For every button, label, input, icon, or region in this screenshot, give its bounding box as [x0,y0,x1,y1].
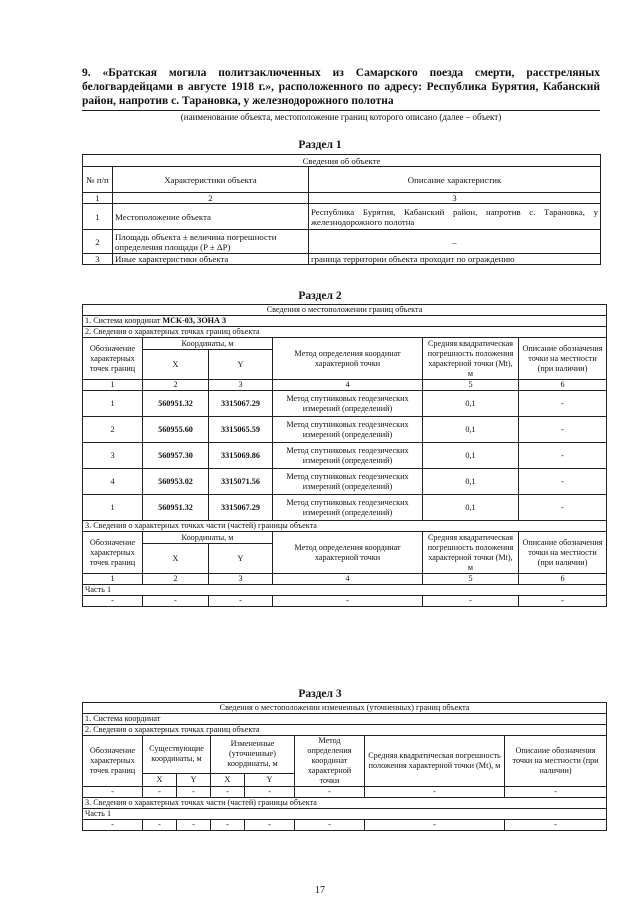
section-3-table [82,702,607,831]
table-row [83,820,607,831]
header-description: Описание обозначения точки на местности (при наличии) [519,532,607,574]
col-number: 3 [209,380,273,391]
point-method: Метод спутниковых геодезических измерений (определений) [273,391,423,417]
row-description: Республика Бурятия, Кабанский район, напротив с. Тарановка, у железнодорожного полотна [309,204,601,230]
empty-cell: - [295,820,365,831]
empty-cell: - [245,820,295,831]
col-number: 6 [519,380,607,391]
coordinate-system-label: 1. Система координат [85,316,163,325]
page-number: 17 [315,885,325,896]
coordinate-system: 1. Система координат [83,714,607,725]
point-x: 560957.30 [143,443,209,469]
header-method: Метод определения координат характерной точки [273,532,423,574]
header-point: Обозначение характерных точек границ [83,532,143,574]
empty-cell: - [143,596,209,607]
point-id: 3 [83,443,143,469]
col-number: 2 [143,380,209,391]
table-row [83,204,601,230]
header-y: Y [209,350,273,380]
subheading-boundary-points: 2. Сведения о характерных точках границ объекта [83,725,607,736]
point-method: Метод спутниковых геодезических измерений (определений) [273,443,423,469]
empty-cell: - [365,820,505,831]
point-y: 3315071.56 [209,469,273,495]
point-description: - [519,495,607,521]
header-characteristic: Характеристики объекта [113,167,309,193]
coordinate-system [83,316,607,327]
table-row [83,230,601,254]
row-characteristic: Площадь объекта ± величина погрешности определения площади (P ± ΔP) [113,230,309,254]
table-row [83,596,607,607]
point-description: - [519,443,607,469]
empty-cell: - [211,787,245,798]
col-number: 3 [209,574,273,585]
col-number: 6 [519,574,607,585]
point-id: 1 [83,391,143,417]
part-label: Часть 1 [83,585,607,596]
section-1-title: Раздел 1 [298,139,342,151]
point-y: 3315067.29 [209,391,273,417]
row-no: 1 [83,204,113,230]
header-accuracy: Средняя квадратическая погрешность положения характерной точки (Mt), м [423,338,519,380]
section-2-title: Раздел 2 [298,290,342,302]
header-x: X [211,773,245,786]
point-accuracy: 0,1 [423,495,519,521]
table-row [83,391,607,417]
part-label: Часть 1 [83,809,607,820]
header-description: Описание характеристик [309,167,601,193]
point-method: Метод спутниковых геодезических измерений (определений) [273,495,423,521]
section-3-table-title: Сведения о местоположении измененных (уточненных) границ объекта [83,703,607,714]
table-row [83,469,607,495]
point-id: 4 [83,469,143,495]
point-accuracy: 0,1 [423,391,519,417]
point-description: - [519,417,607,443]
table-row [83,254,601,265]
header-x: X [143,773,177,786]
point-x: 560953.02 [143,469,209,495]
section-2-table-title: Сведения о местоположении границ объекта [83,305,607,316]
point-x: 560951.32 [143,495,209,521]
header-y: Y [245,773,295,786]
empty-cell: - [83,820,143,831]
subheading-boundary-points: 2. Сведения о характерных точках границ объекта [83,327,607,338]
row-no: 2 [83,230,113,254]
empty-cell: - [177,787,211,798]
header-x: X [143,544,209,574]
point-y: 3315069.86 [209,443,273,469]
subheading-part-points: 3. Сведения о характерных точках части (частей) границы объекта [83,521,607,532]
row-description: граница территории объекта проходит по ограждению [309,254,601,265]
point-id: 1 [83,495,143,521]
header-existing-coordinates: Существующие координаты, м [143,736,211,774]
point-x: 560955.60 [143,417,209,443]
header-y: Y [177,773,211,786]
empty-cell: - [505,820,607,831]
header-coordinates: Координаты, м [143,532,273,544]
col-number: 4 [273,574,423,585]
empty-cell: - [143,820,177,831]
point-description: - [519,469,607,495]
empty-cell: - [245,787,295,798]
empty-cell: - [505,787,607,798]
table-row [83,417,607,443]
point-id: 2 [83,417,143,443]
header-point: Обозначение характерных точек границ [83,736,143,787]
empty-cell: - [295,787,365,798]
coordinate-system-value: МСК-03, ЗОНА 3 [162,316,227,325]
header-description: Описание обозначения точки на местности (при наличии) [505,736,607,787]
empty-cell: - [423,596,519,607]
header-accuracy: Средняя квадратическая погрешность положения характерной точки (Mt), м [423,532,519,574]
section-1-table [82,154,601,265]
col-number: 3 [309,193,601,204]
section-2-table [82,304,607,607]
col-number: 4 [273,380,423,391]
empty-cell: - [211,820,245,831]
point-accuracy: 0,1 [423,417,519,443]
heading-caption: (наименование объекта, местоположение границ которого описано (далее – объект) [180,112,502,122]
table-row [83,495,607,521]
empty-cell: - [143,787,177,798]
col-number: 5 [423,574,519,585]
point-method: Метод спутниковых геодезических измерений (определений) [273,417,423,443]
header-y: Y [209,544,273,574]
col-number: 1 [83,574,143,585]
row-characteristic: Местоположение объекта [113,204,309,230]
table-row [83,443,607,469]
header-coordinates: Координаты, м [143,338,273,350]
row-characteristic: Иные характеристики объекта [113,254,309,265]
point-method: Метод спутниковых геодезических измерений (определений) [273,469,423,495]
empty-cell: - [83,787,143,798]
empty-cell: - [83,596,143,607]
header-changed-coordinates: Измененные (уточненные) координаты, м [211,736,295,774]
empty-cell: - [209,596,273,607]
empty-cell: - [365,787,505,798]
point-accuracy: 0,1 [423,469,519,495]
empty-cell: - [177,820,211,831]
heading-underline [82,110,600,111]
header-no: № п/п [83,167,113,193]
point-accuracy: 0,1 [423,443,519,469]
point-y: 3315065.59 [209,417,273,443]
subheading-part-points: 3. Сведения о характерных точках части (частей) границы объекта [83,798,607,809]
empty-cell: - [273,596,423,607]
col-number: 2 [113,193,309,204]
header-x: X [143,350,209,380]
table-row [83,787,607,798]
col-number: 2 [143,574,209,585]
header-point: Обозначение характерных точек границ [83,338,143,380]
header-method: Метод определения координат характерной точки [273,338,423,380]
section-1-table-title: Сведения об объекте [83,155,601,167]
col-number: 1 [83,380,143,391]
row-description: – [309,230,601,254]
point-y: 3315067.29 [209,495,273,521]
col-number: 5 [423,380,519,391]
object-heading: 9. «Братская могила политзаключенных из Самарского поезда смерти, расстреляных белогвардейцами в августе 1918 г.», расположенного по адресу: Республика Бурятия, Кабанский район, напротив с. Тарановка, у железнодорожного полотна [82,67,600,107]
section-3-title: Раздел 3 [298,688,342,700]
header-method: Метод определения координат характерной точки [295,736,365,787]
point-x: 560951.32 [143,391,209,417]
point-description: - [519,391,607,417]
row-no: 3 [83,254,113,265]
header-description: Описание обозначения точки на местности (при наличии) [519,338,607,380]
header-accuracy: Средняя квадратическая погрешность положения характерной точки (Mt), м [365,736,505,787]
col-number: 1 [83,193,113,204]
empty-cell: - [519,596,607,607]
